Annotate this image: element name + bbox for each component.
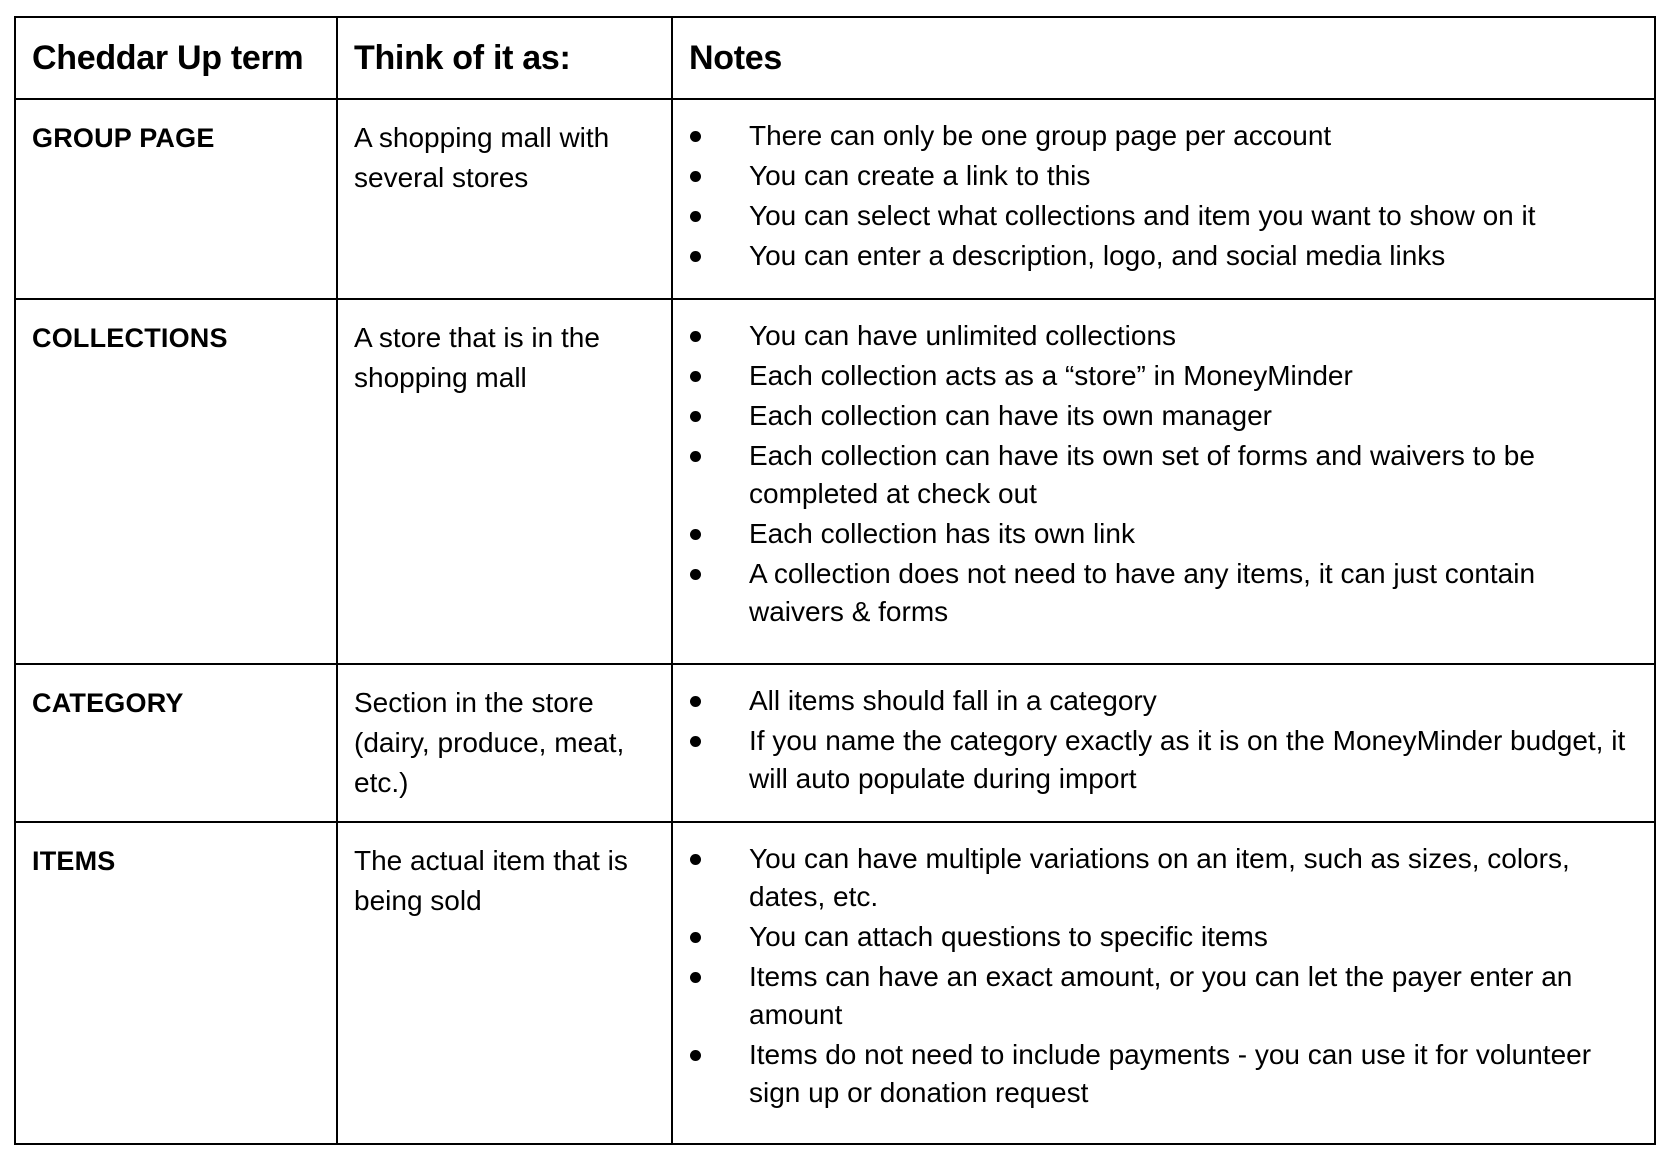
note-item: You can have multiple variations on an item, such as sizes, colors, dates, etc. (673, 840, 1634, 916)
notes-list (673, 317, 1634, 631)
bullet-icon (690, 171, 701, 182)
bullet-icon (690, 451, 701, 462)
note-item: There can only be one group page per account (673, 117, 1634, 155)
term-cell: GROUP PAGE (15, 99, 337, 299)
bullet-icon (690, 529, 701, 540)
bullet-icon (690, 854, 701, 865)
header-row (15, 17, 1655, 99)
note-item: A collection does not need to have any items, it can just contain waivers & forms (673, 555, 1634, 631)
notes-cell (672, 822, 1655, 1144)
note-item: All items should fall in a category (673, 682, 1634, 720)
note-item: You can attach questions to specific items (673, 918, 1634, 956)
notes-list (673, 117, 1634, 275)
bullet-icon (690, 972, 701, 983)
note-item: Each collection acts as a “store” in MoneyMinder (673, 357, 1634, 395)
bullet-icon (690, 1050, 701, 1061)
table-row-group-page (15, 99, 1655, 299)
note-item: Items can have an exact amount, or you can let the payer enter an amount (673, 958, 1634, 1034)
bullet-icon (690, 331, 701, 342)
terms-table (14, 16, 1656, 1145)
bullet-icon (690, 569, 701, 580)
table-row-items (15, 822, 1655, 1144)
bullet-icon (690, 736, 701, 747)
note-item: Items do not need to include payments - you can use it for volunteer sign up or donation request (673, 1036, 1634, 1112)
note-item: If you name the category exactly as it is on the MoneyMinder budget, it will auto populate during import (673, 722, 1634, 798)
note-item: You can select what collections and item you want to show on it (673, 197, 1634, 235)
header-notes: Notes (672, 17, 1655, 99)
term-cell: ITEMS (15, 822, 337, 1144)
bullet-icon (690, 211, 701, 222)
bullet-icon (690, 371, 701, 382)
notes-cell (672, 99, 1655, 299)
bullet-icon (690, 251, 701, 262)
note-item: You can create a link to this (673, 157, 1634, 195)
notes-list (673, 682, 1634, 798)
note-item: You can enter a description, logo, and social media links (673, 237, 1634, 275)
term-cell: COLLECTIONS (15, 299, 337, 664)
bullet-icon (690, 696, 701, 707)
notes-list (673, 840, 1634, 1112)
note-item: Each collection can have its own manager (673, 397, 1634, 435)
think-cell: A shopping mall with several stores (337, 99, 672, 299)
bullet-icon (690, 411, 701, 422)
header-think-of-it-as: Think of it as: (337, 17, 672, 99)
table-row-category (15, 664, 1655, 822)
table-row-collections (15, 299, 1655, 664)
notes-cell (672, 664, 1655, 822)
think-cell: A store that is in the shopping mall (337, 299, 672, 664)
think-cell: Section in the store (dairy, produce, meat, etc.) (337, 664, 672, 822)
bullet-icon (690, 932, 701, 943)
header-term: Cheddar Up term (15, 17, 337, 99)
note-item: Each collection can have its own set of forms and waivers to be completed at check out (673, 437, 1634, 513)
bullet-icon (690, 131, 701, 142)
think-cell: The actual item that is being sold (337, 822, 672, 1144)
note-item: You can have unlimited collections (673, 317, 1634, 355)
notes-cell (672, 299, 1655, 664)
note-item: Each collection has its own link (673, 515, 1634, 553)
term-cell: CATEGORY (15, 664, 337, 822)
